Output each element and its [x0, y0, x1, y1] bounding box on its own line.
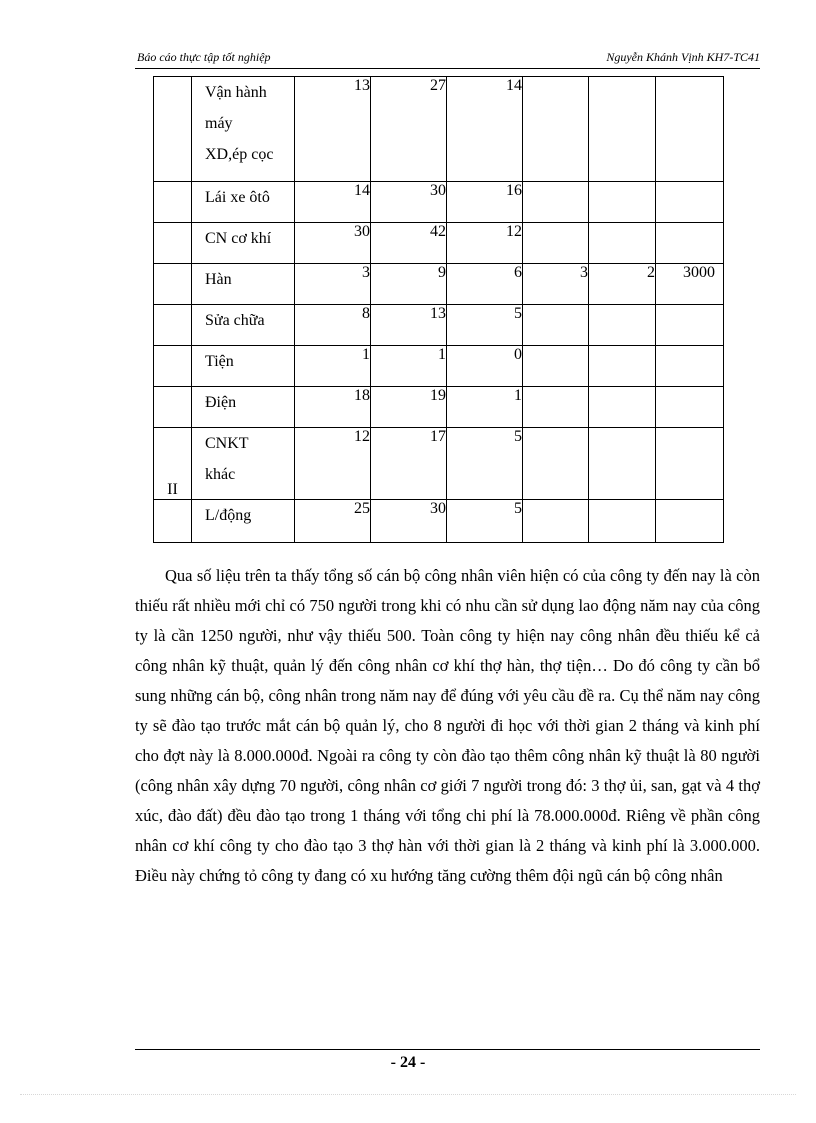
table-cell-col-1: 30 [295, 223, 371, 264]
table-row [154, 387, 724, 428]
table-cell-col-5 [589, 305, 656, 346]
table-cell-col-6 [656, 387, 724, 428]
table-cell-col-4 [523, 305, 589, 346]
table-cell-col-1: 13 [295, 77, 371, 182]
table-cell-col-3: 5 [447, 428, 523, 500]
row-section-number [154, 387, 192, 428]
table-cell-col-3: 0 [447, 346, 523, 387]
row-section-number [154, 223, 192, 264]
table-cell-col-6 [656, 305, 724, 346]
table-cell-col-6 [656, 428, 724, 500]
table-row [154, 428, 724, 500]
row-category-name [192, 346, 295, 387]
table-cell-col-1: 25 [295, 500, 371, 543]
row-category-name [192, 500, 295, 543]
table-row [154, 182, 724, 223]
row-section-number [154, 305, 192, 346]
workforce-table [153, 76, 724, 543]
page-bottom-dotted-line [20, 1094, 796, 1095]
table-cell-col-4 [523, 500, 589, 543]
header-author: Nguyễn Khánh Vịnh KH7-TC41 [606, 50, 760, 64]
row-category-name [192, 387, 295, 428]
table-cell-col-5 [589, 182, 656, 223]
table-cell-col-1: 8 [295, 305, 371, 346]
table-cell-col-3: 6 [447, 264, 523, 305]
table-cell-col-4 [523, 428, 589, 500]
category-name-line: L/động [205, 507, 252, 524]
table-row [154, 305, 724, 346]
row-category-name [192, 77, 295, 182]
table-row [154, 500, 724, 543]
header-report-title: Báo cáo thực tập tốt nghiệp [137, 50, 271, 64]
row-category-name [192, 223, 295, 264]
table-cell-col-6 [656, 346, 724, 387]
table-cell-col-6 [656, 500, 724, 543]
table-cell-col-3: 5 [447, 500, 523, 543]
table-cell-col-2: 27 [371, 77, 447, 182]
row-section-number [154, 500, 192, 543]
table-cell-col-2: 30 [371, 182, 447, 223]
row-section-number [154, 77, 192, 182]
row-section-number: II [154, 428, 192, 500]
table-cell-col-5 [589, 223, 656, 264]
table-cell-col-4 [523, 77, 589, 182]
table-cell-col-4: 3 [523, 264, 589, 305]
table-cell-col-6 [656, 223, 724, 264]
footer-rule [135, 1049, 760, 1050]
table-cell-col-1: 12 [295, 428, 371, 500]
table-cell-col-3: 14 [447, 77, 523, 182]
category-name-line: Vận hành [205, 84, 267, 101]
table-cell-col-1: 3 [295, 264, 371, 305]
row-category-name [192, 182, 295, 223]
category-name-line: CN cơ khí [205, 230, 272, 247]
category-name-line: máy [205, 115, 233, 132]
table-cell-col-5: 2 [589, 264, 656, 305]
body-text [135, 561, 760, 891]
table-cell-col-6: 3000 [656, 264, 724, 305]
table-cell-col-4 [523, 182, 589, 223]
page-header [135, 46, 760, 69]
table-cell-col-5 [589, 500, 656, 543]
table-cell-col-5 [589, 428, 656, 500]
table-cell-col-4 [523, 387, 589, 428]
category-name-line: Tiện [205, 353, 234, 370]
category-name-line: khác [205, 466, 236, 483]
table-cell-col-3: 1 [447, 387, 523, 428]
table-cell-col-4 [523, 223, 589, 264]
body-paragraph: Qua số liệu trên ta thấy tổng số cán bộ công nhân viên hiện có của công ty đến nay là còn thiếu rất nhiều mới chỉ có 750 người trong khi có nhu cần sử dụng lao động năm nay của công ty là cần 1250 người, như vậy thiếu 500. Toàn công ty hiện nay công nhân đều thiếu kể cả công nhân kỹ thuật, quản lý đến công nhân cơ khí thợ hàn, thợ tiện… Do đó công ty cần bổ sung những cán bộ, công nhân trong năm nay để đúng với yêu cầu đề ra. Cụ thể năm nay công ty sẽ đào tạo trước mắt cán bộ quản lý, cho 8 người đi học với thời gian 2 tháng và kinh phí cho đợt này là 8.000.000đ. Ngoài ra công ty còn đào tạo thêm công nhân kỹ thuật là 80 người (công nhân xây dựng 70 người, công nhân cơ giới 7 người trong đó: 3 thợ ủi, san, gạt và 4 thợ xúc, đào đất) đều đào tạo trong 1 tháng với tổng chi phí là 78.000.000đ. Riêng về phần công nhân cơ khí công ty cho đào tạo 3 thợ hàn với thời gian là 2 tháng và kinh phí là 3.000.000. Điều này chứng tỏ công ty đang có xu hướng tăng cường thêm đội ngũ cán bộ công nhân [135, 566, 760, 885]
table-cell-col-2: 13 [371, 305, 447, 346]
table-cell-col-2: 1 [371, 346, 447, 387]
table-cell-col-1: 18 [295, 387, 371, 428]
row-section-number [154, 264, 192, 305]
table-cell-col-4 [523, 346, 589, 387]
table-cell-col-6 [656, 77, 724, 182]
table-cell-col-2: 42 [371, 223, 447, 264]
table-cell-col-2: 9 [371, 264, 447, 305]
page-number: - 24 - [390, 1054, 426, 1071]
table-cell-col-2: 30 [371, 500, 447, 543]
row-category-name [192, 264, 295, 305]
table-row [154, 264, 724, 305]
table-cell-col-3: 12 [447, 223, 523, 264]
table-cell-col-2: 17 [371, 428, 447, 500]
category-name-line: Sửa chữa [205, 312, 265, 329]
table-row [154, 223, 724, 264]
table-cell-col-5 [589, 346, 656, 387]
category-name-line: CNKT [205, 435, 249, 452]
table-cell-col-1: 1 [295, 346, 371, 387]
table-cell-col-5 [589, 387, 656, 428]
table-row [154, 77, 724, 182]
row-section-number [154, 346, 192, 387]
category-name-line: XD,ép cọc [205, 146, 274, 163]
row-category-name [192, 305, 295, 346]
table-cell-col-3: 5 [447, 305, 523, 346]
table-cell-col-3: 16 [447, 182, 523, 223]
table-cell-col-5 [589, 77, 656, 182]
table-cell-col-2: 19 [371, 387, 447, 428]
category-name-line: Lái xe ôtô [205, 189, 270, 206]
table-cell-col-1: 14 [295, 182, 371, 223]
table-row [154, 346, 724, 387]
row-section-number [154, 182, 192, 223]
table-cell-col-6 [656, 182, 724, 223]
row-category-name [192, 428, 295, 500]
category-name-line: Hàn [205, 271, 232, 288]
category-name-line: Điện [205, 394, 237, 411]
